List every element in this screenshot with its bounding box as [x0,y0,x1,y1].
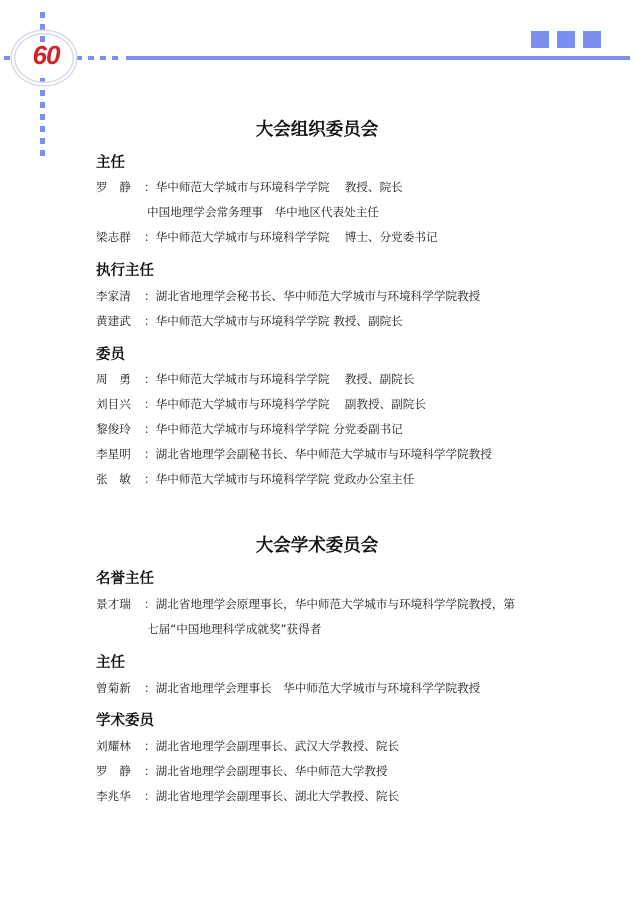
member-row [96,447,492,462]
member-name: 李兆华 [96,789,131,803]
member-name: 张 敏 [96,472,131,486]
member-row [96,372,414,387]
member-row [96,597,515,612]
member-row-continuation [147,622,321,637]
member-row [96,314,403,329]
member-title: 七届“中国地理科学成就奖”获得者 [147,622,322,636]
member-name: 黎俊玲 [96,422,131,436]
member-row [96,230,438,245]
member-row-continuation [147,205,379,220]
member-row [96,422,403,437]
member-name: 梁志群 [96,230,131,244]
member-title: 湖北省地理学会原理事长，华中师范大学城市与环境科学学院教授，第 [155,597,516,611]
member-title: 华中师范大学城市与环境科学学院 教授、副院长 [155,314,403,328]
group-label-director: 主任 [96,655,125,671]
member-title: 华中师范大学城市与环境科学学院 党政办公室主任 [155,472,415,486]
member-name: 罗 静 [96,180,131,194]
colon: ： [144,739,156,753]
member-name: 刘耀林 [96,739,131,753]
member-row [96,739,399,754]
colon: ： [144,764,156,778]
group-label-executive-director: 执行主任 [96,263,154,279]
member-name: 周 勇 [96,372,131,386]
group-label-members: 委员 [96,347,125,363]
member-row [96,681,480,696]
member-name: 李星明 [96,447,131,461]
section-heading-organizing-committee: 大会组织委员会 [255,120,379,140]
member-title: 湖北省地理学会副理事长、湖北大学教授、院长 [155,789,400,803]
page-header-decoration [0,0,634,170]
member-row [96,764,388,779]
member-title: 华中师范大学城市与环境科学学院 副教授、副院长 [155,397,426,411]
page-number: 60 [32,40,60,70]
member-row [96,789,399,804]
colon: ： [144,422,156,436]
member-name: 景才瑞 [96,597,131,611]
colon: ： [144,372,156,386]
colon: ： [144,397,156,411]
member-title: 湖北省地理学会副理事长、武汉大学教授、院长 [155,739,400,753]
member-title: 华中师范大学城市与环境科学学院 分党委副书记 [155,422,403,436]
member-row [96,289,480,304]
member-name: 罗 静 [96,764,131,778]
colon: ： [144,681,156,695]
colon: ： [144,789,156,803]
colon: ： [144,597,156,611]
group-label-director: 主任 [96,155,125,171]
colon: ： [144,230,156,244]
member-name: 曾菊新 [96,681,131,695]
member-title: 华中师范大学城市与环境科学学院 教授、副院长 [155,372,415,386]
member-title: 中国地理学会常务理事 华中地区代表处主任 [147,205,379,219]
group-label-honorary-director: 名誉主任 [96,571,154,587]
colon: ： [144,447,156,461]
member-title: 湖北省地理学会秘书长、华中师范大学城市与环境科学学院教授 [155,289,481,303]
colon: ： [144,472,156,486]
colon: ： [144,314,156,328]
member-title: 华中师范大学城市与环境科学学院 教授、院长 [155,180,403,194]
member-name: 刘目兴 [96,397,131,411]
member-title: 湖北省地理学会理事长 华中师范大学城市与环境科学学院教授 [155,681,481,695]
member-row [96,397,426,412]
group-label-academic-members: 学术委员 [96,713,154,729]
header-ornament-graphic [0,0,634,170]
member-title: 湖北省地理学会副秘书长、华中师范大学城市与环境科学学院教授 [155,447,492,461]
colon: ： [144,289,156,303]
member-name: 黄建武 [96,314,131,328]
member-title: 湖北省地理学会副理事长、华中师范大学教授 [155,764,388,778]
member-title: 华中师范大学城市与环境科学学院 博士、分党委书记 [155,230,438,244]
member-name: 李家清 [96,289,131,303]
member-row [96,472,414,487]
colon: ： [144,180,156,194]
member-row [96,180,403,195]
section-heading-academic-committee: 大会学术委员会 [255,536,379,556]
